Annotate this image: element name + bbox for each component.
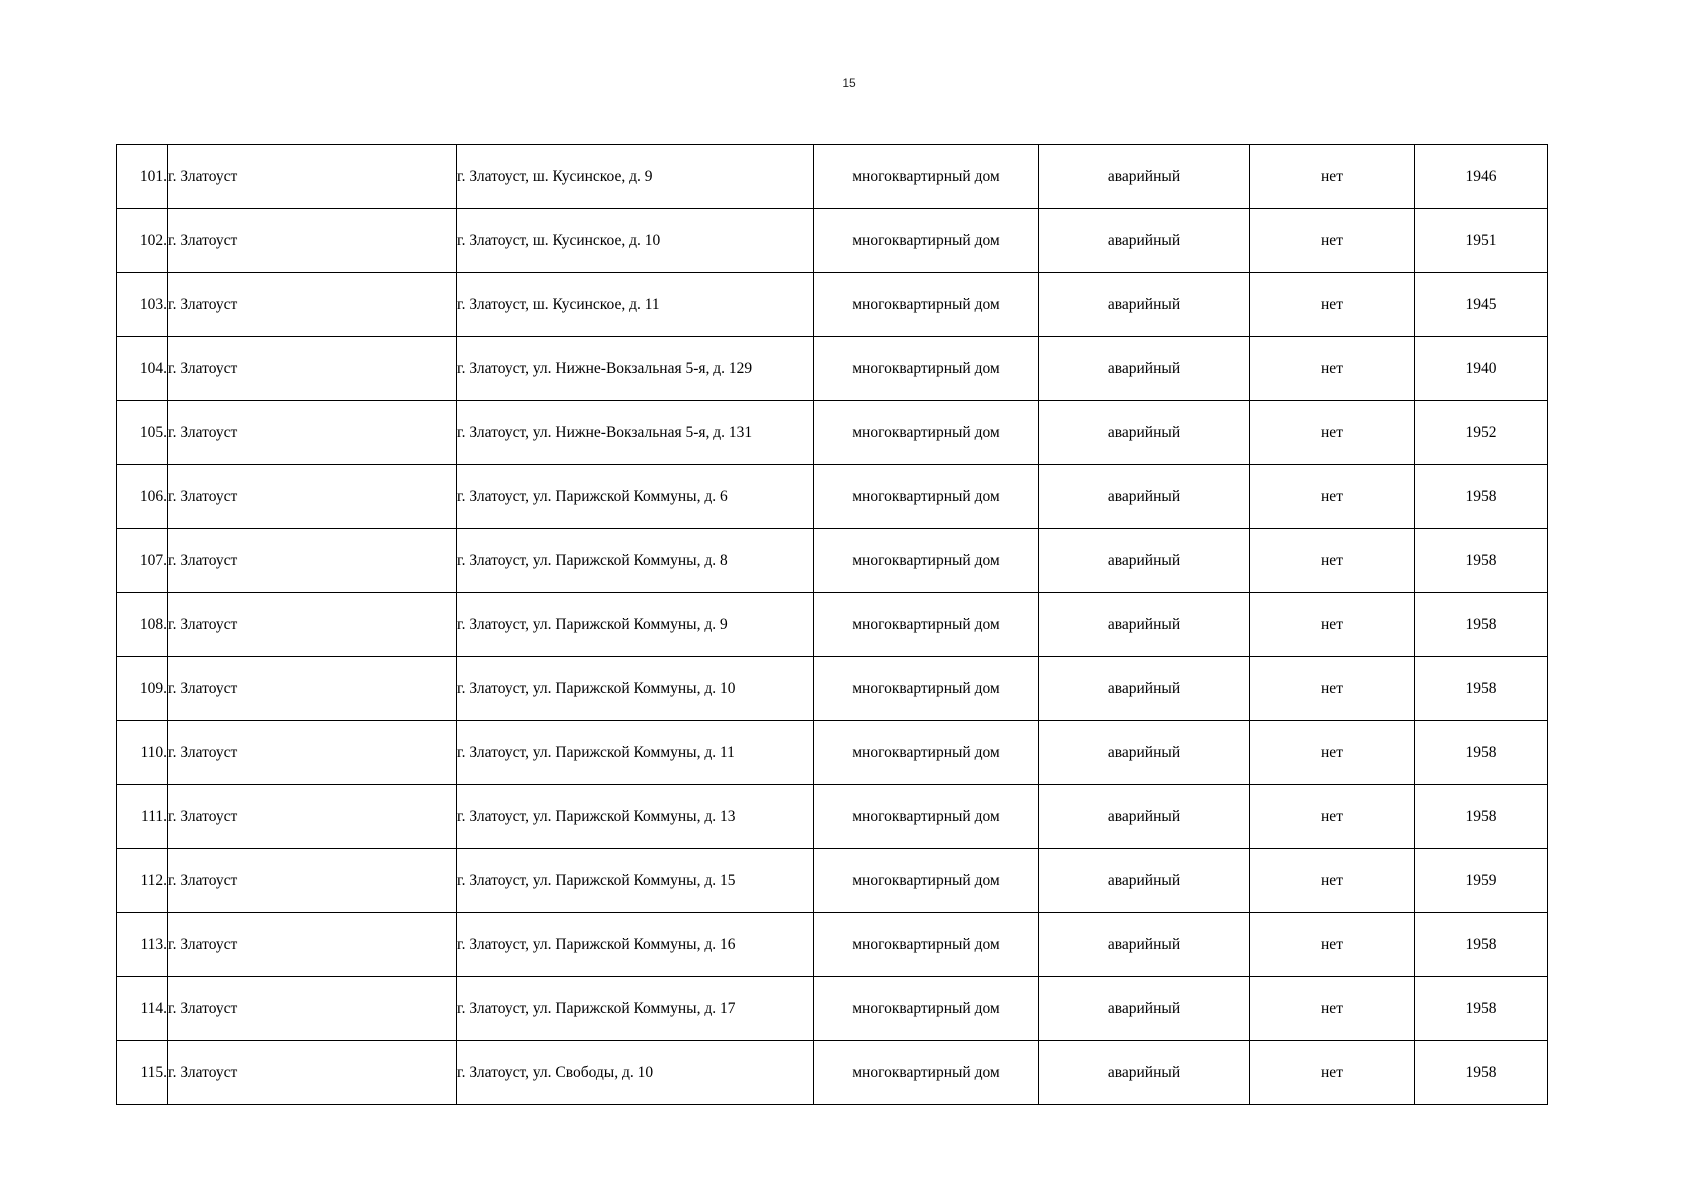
condition-cell: аварийный	[1039, 785, 1250, 849]
city-cell: г. Златоуст	[168, 913, 457, 977]
address-cell: г. Златоуст, ул. Парижской Коммуны, д. 17	[457, 977, 814, 1041]
year-cell: 1958	[1415, 913, 1548, 977]
year-cell: 1940	[1415, 337, 1548, 401]
flag-cell: нет	[1250, 529, 1415, 593]
flag-cell: нет	[1250, 337, 1415, 401]
address-cell: г. Златоуст, ул. Нижне-Вокзальная 5-я, д. 129	[457, 337, 814, 401]
year-cell: 1946	[1415, 145, 1548, 209]
condition-cell: аварийный	[1039, 913, 1250, 977]
flag-cell: нет	[1250, 657, 1415, 721]
year-cell: 1958	[1415, 785, 1548, 849]
address-cell: г. Златоуст, ул. Парижской Коммуны, д. 8	[457, 529, 814, 593]
address-cell: г. Златоуст, ш. Кусинское, д. 9	[457, 145, 814, 209]
row-number: 115.	[117, 1041, 168, 1105]
city-cell: г. Златоуст	[168, 849, 457, 913]
building-type-cell: многоквартирный дом	[814, 1041, 1039, 1105]
building-type-cell: многоквартирный дом	[814, 721, 1039, 785]
flag-cell: нет	[1250, 913, 1415, 977]
city-cell: г. Златоуст	[168, 209, 457, 273]
housing-registry-table	[116, 144, 1548, 1105]
year-cell: 1952	[1415, 401, 1548, 465]
flag-cell: нет	[1250, 465, 1415, 529]
year-cell: 1958	[1415, 1041, 1548, 1105]
condition-cell: аварийный	[1039, 849, 1250, 913]
address-cell: г. Златоуст, ул. Парижской Коммуны, д. 10	[457, 657, 814, 721]
row-number: 105.	[117, 401, 168, 465]
condition-cell: аварийный	[1039, 465, 1250, 529]
table-row	[117, 721, 1548, 785]
condition-cell: аварийный	[1039, 593, 1250, 657]
city-cell: г. Златоуст	[168, 337, 457, 401]
condition-cell: аварийный	[1039, 145, 1250, 209]
table-row	[117, 465, 1548, 529]
year-cell: 1951	[1415, 209, 1548, 273]
condition-cell: аварийный	[1039, 401, 1250, 465]
address-cell: г. Златоуст, ш. Кусинское, д. 11	[457, 273, 814, 337]
year-cell: 1958	[1415, 721, 1548, 785]
year-cell: 1959	[1415, 849, 1548, 913]
condition-cell: аварийный	[1039, 657, 1250, 721]
table-row	[117, 593, 1548, 657]
table-row	[117, 785, 1548, 849]
flag-cell: нет	[1250, 1041, 1415, 1105]
row-number: 111.	[117, 785, 168, 849]
table-row	[117, 1041, 1548, 1105]
row-number: 107.	[117, 529, 168, 593]
year-cell: 1958	[1415, 529, 1548, 593]
city-cell: г. Златоуст	[168, 529, 457, 593]
condition-cell: аварийный	[1039, 273, 1250, 337]
row-number: 110.	[117, 721, 168, 785]
table-row	[117, 977, 1548, 1041]
building-type-cell: многоквартирный дом	[814, 977, 1039, 1041]
building-type-cell: многоквартирный дом	[814, 145, 1039, 209]
city-cell: г. Златоуст	[168, 657, 457, 721]
building-type-cell: многоквартирный дом	[814, 401, 1039, 465]
table-row	[117, 401, 1548, 465]
address-cell: г. Златоуст, ул. Парижской Коммуны, д. 13	[457, 785, 814, 849]
building-type-cell: многоквартирный дом	[814, 209, 1039, 273]
condition-cell: аварийный	[1039, 977, 1250, 1041]
year-cell: 1958	[1415, 465, 1548, 529]
flag-cell: нет	[1250, 273, 1415, 337]
address-cell: г. Златоуст, ул. Парижской Коммуны, д. 6	[457, 465, 814, 529]
address-cell: г. Златоуст, ул. Парижской Коммуны, д. 9	[457, 593, 814, 657]
table-row	[117, 913, 1548, 977]
year-cell: 1958	[1415, 657, 1548, 721]
building-type-cell: многоквартирный дом	[814, 337, 1039, 401]
year-cell: 1958	[1415, 977, 1548, 1041]
flag-cell: нет	[1250, 209, 1415, 273]
city-cell: г. Златоуст	[168, 785, 457, 849]
row-number: 109.	[117, 657, 168, 721]
flag-cell: нет	[1250, 849, 1415, 913]
row-number: 114.	[117, 977, 168, 1041]
building-type-cell: многоквартирный дом	[814, 849, 1039, 913]
table-body	[117, 145, 1548, 1105]
table-row	[117, 657, 1548, 721]
building-type-cell: многоквартирный дом	[814, 465, 1039, 529]
flag-cell: нет	[1250, 593, 1415, 657]
building-type-cell: многоквартирный дом	[814, 657, 1039, 721]
city-cell: г. Златоуст	[168, 721, 457, 785]
address-cell: г. Златоуст, ул. Свободы, д. 10	[457, 1041, 814, 1105]
building-type-cell: многоквартирный дом	[814, 273, 1039, 337]
row-number: 101.	[117, 145, 168, 209]
city-cell: г. Златоуст	[168, 145, 457, 209]
building-type-cell: многоквартирный дом	[814, 785, 1039, 849]
table-row	[117, 273, 1548, 337]
address-cell: г. Златоуст, ул. Нижне-Вокзальная 5-я, д. 131	[457, 401, 814, 465]
address-cell: г. Златоуст, ул. Парижской Коммуны, д. 15	[457, 849, 814, 913]
flag-cell: нет	[1250, 785, 1415, 849]
year-cell: 1945	[1415, 273, 1548, 337]
building-type-cell: многоквартирный дом	[814, 913, 1039, 977]
city-cell: г. Златоуст	[168, 273, 457, 337]
address-cell: г. Златоуст, ш. Кусинское, д. 10	[457, 209, 814, 273]
page-number: 15	[842, 76, 856, 90]
condition-cell: аварийный	[1039, 209, 1250, 273]
city-cell: г. Златоуст	[168, 977, 457, 1041]
address-cell: г. Златоуст, ул. Парижской Коммуны, д. 16	[457, 913, 814, 977]
flag-cell: нет	[1250, 145, 1415, 209]
table-row	[117, 209, 1548, 273]
flag-cell: нет	[1250, 401, 1415, 465]
table-row	[117, 145, 1548, 209]
city-cell: г. Златоуст	[168, 465, 457, 529]
condition-cell: аварийный	[1039, 529, 1250, 593]
row-number: 108.	[117, 593, 168, 657]
row-number: 103.	[117, 273, 168, 337]
row-number: 106.	[117, 465, 168, 529]
flag-cell: нет	[1250, 977, 1415, 1041]
city-cell: г. Златоуст	[168, 401, 457, 465]
row-number: 102.	[117, 209, 168, 273]
table-row	[117, 337, 1548, 401]
flag-cell: нет	[1250, 721, 1415, 785]
row-number: 113.	[117, 913, 168, 977]
condition-cell: аварийный	[1039, 337, 1250, 401]
row-number: 104.	[117, 337, 168, 401]
year-cell: 1958	[1415, 593, 1548, 657]
building-type-cell: многоквартирный дом	[814, 529, 1039, 593]
table-row	[117, 849, 1548, 913]
building-type-cell: многоквартирный дом	[814, 593, 1039, 657]
city-cell: г. Златоуст	[168, 1041, 457, 1105]
row-number: 112.	[117, 849, 168, 913]
city-cell: г. Златоуст	[168, 593, 457, 657]
address-cell: г. Златоуст, ул. Парижской Коммуны, д. 11	[457, 721, 814, 785]
table-row	[117, 529, 1548, 593]
condition-cell: аварийный	[1039, 721, 1250, 785]
condition-cell: аварийный	[1039, 1041, 1250, 1105]
